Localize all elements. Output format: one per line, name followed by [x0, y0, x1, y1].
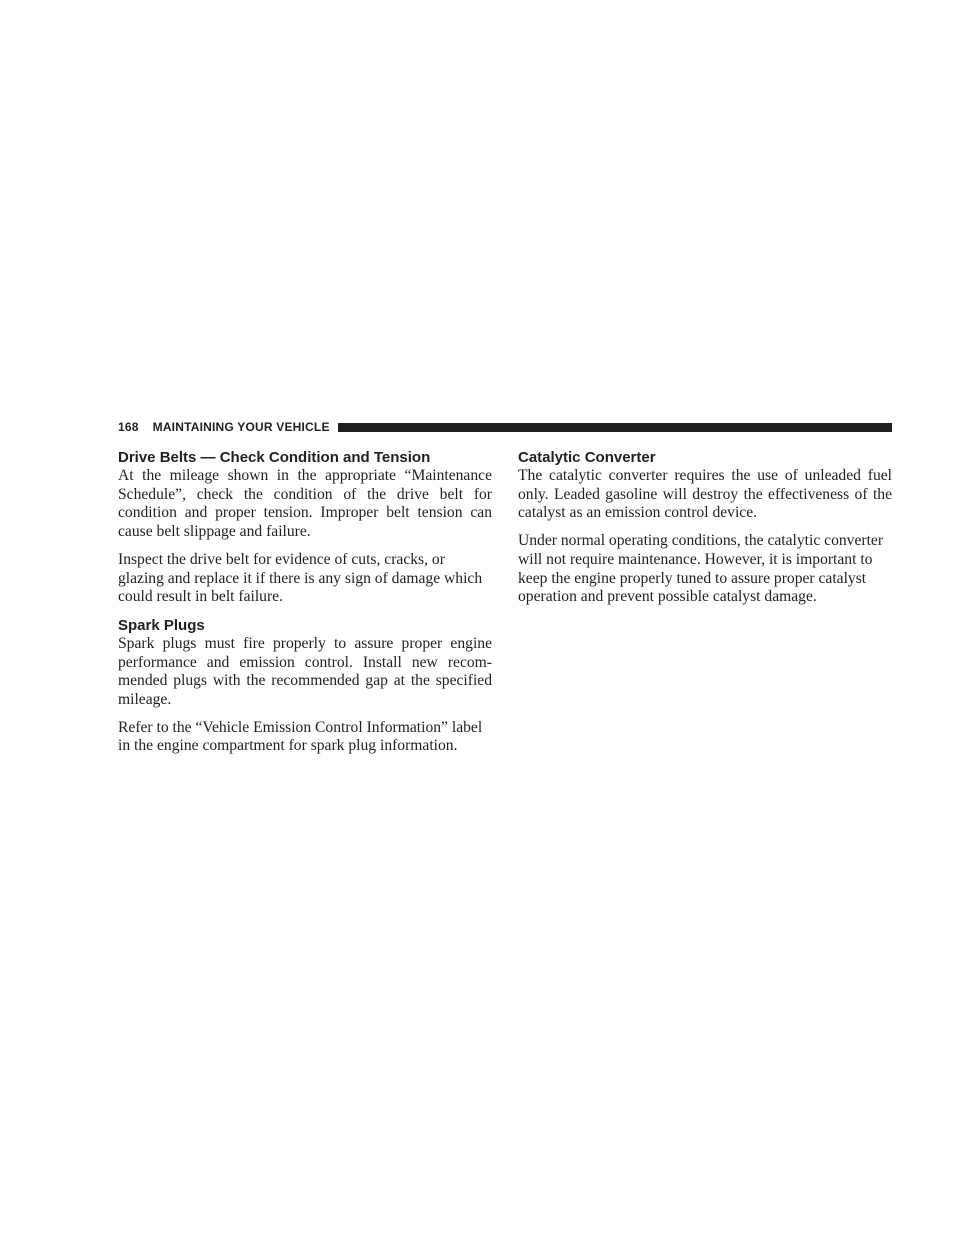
right-column: [518, 448, 892, 616]
section-title: MAINTAINING YOUR VEHICLE: [152, 420, 330, 434]
catalytic-converter-paragraph-2: Under normal operating conditions, the catalytic converter will not require maintenance. However, it is important to keep the engine properly tuned to assure proper catalyst operation and prevent possible catalyst damage.: [518, 532, 884, 606]
page-header: [118, 419, 892, 435]
catalytic-converter-heading: Catalytic Converter: [518, 449, 656, 466]
drive-belts-paragraph-2: Inspect the drive belt for evidence of cuts, cracks, or glazing and replace it if there is any sign of damage which could result in belt failure.: [118, 550, 483, 606]
page-number: 168: [118, 420, 139, 434]
drive-belts-heading: Drive Belts — Check Condition and Tension: [118, 449, 431, 466]
spark-plugs-paragraph-2: Refer to the “Vehicle Emission Control Information” label in the engine compartment for spark plug information.: [118, 718, 483, 755]
header-rule: [338, 423, 892, 432]
spark-plugs-heading: Spark Plugs: [118, 616, 205, 634]
catalytic-converter-paragraph-1: The catalytic converter requires the use of unleaded fuel only. Leaded gasoline will destroy the effectiveness of the catalyst as an emission control device.: [518, 467, 892, 522]
drive-belts-paragraph-1: At the mileage shown in the appropriate “Maintenance Schedule”, check the condition of the drive belt for condition and proper tension. Improper belt tension can cause belt slippage and failure.: [118, 467, 492, 541]
spark-plugs-paragraph-1: Spark plugs must fire properly to assure proper engine performance and emission control. Install new recommended plugs with the recommended gap at the specified mileage.: [118, 634, 492, 709]
left-column: [118, 448, 492, 765]
